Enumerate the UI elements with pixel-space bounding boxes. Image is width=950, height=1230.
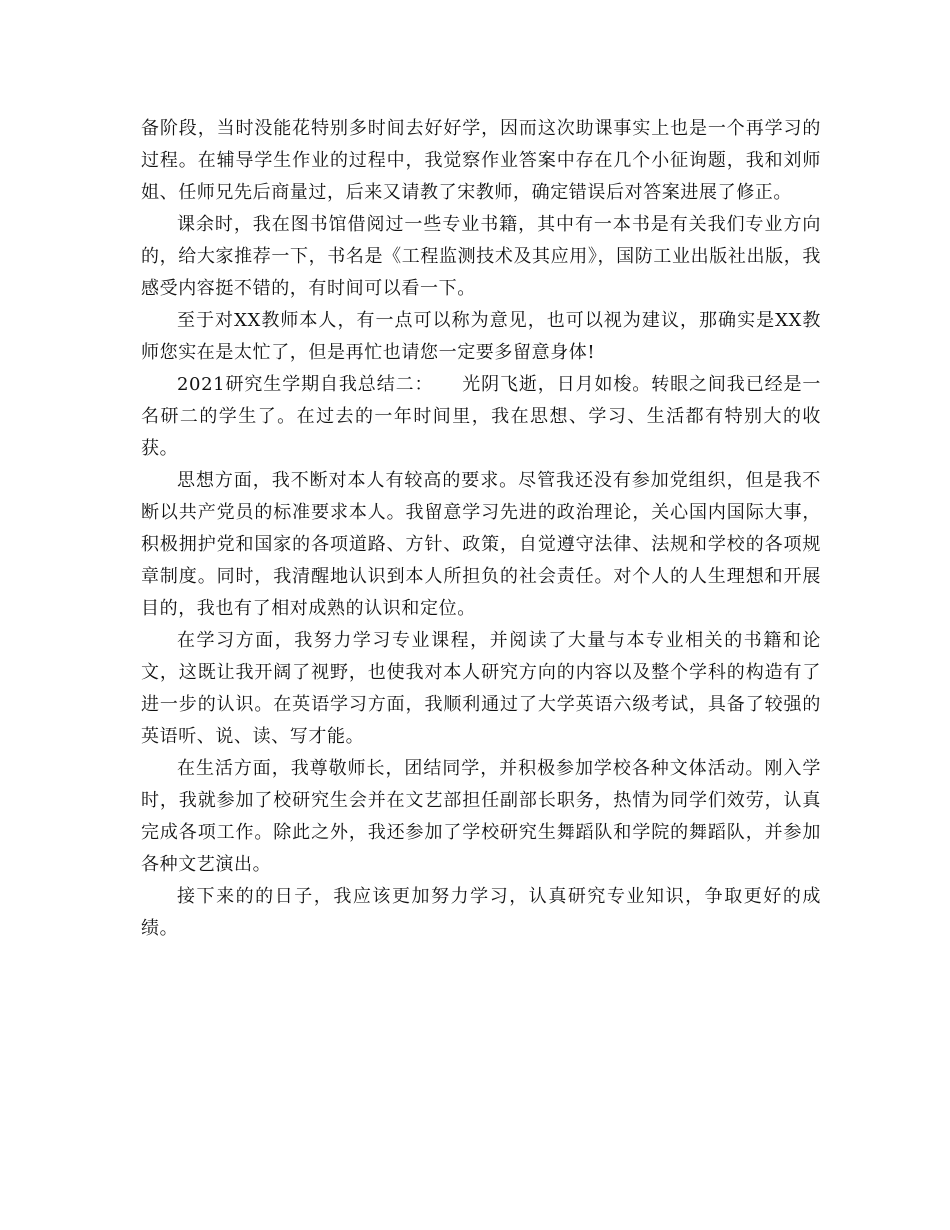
paragraph-5: 思想方面，我不断对本人有较高的要求。尽管我还没有参加党组织，但是我不断以共产党员的标准要求本人。我留意学习先进的政治理论，关心国内国际大事，积极拥护党和国家的各项道路、方针、政策，自觉遵守法律、法规和学校的各项规章制度。同时，我清醒地认识到本人所担负的社会责任。对个人的人生理想和开展目的，我也有了相对成熟的认识和定位。	[141, 470, 821, 619]
paragraph-1: 备阶段，当时没能花特别多时间去好好学，因而这次助课事实上也是一个再学习的过程。在辅导学生作业的过程中，我觉察作业答案中存在几个小征询题，我和刘师姐、任师兄先后商量过，后来又请教了宋教师，确定错误后对答案进展了修正。	[141, 118, 821, 203]
paragraph-6: 在学习方面，我努力学习专业课程，并阅读了大量与本专业相关的书籍和论文，这既让我开阔了视野，也使我对本人研究方向的内容以及整个学科的构造有了进一步的认识。在英语学习方面，我顺利通过了大学英语六级考试，具备了较强的英语听、说、读、写才能。	[141, 630, 821, 747]
paragraph-3: 至于对XX教师本人，有一点可以称为意见，也可以视为建议，那确实是XX教师您实在是太忙了，但是再忙也请您一定要多留意身体!	[141, 310, 821, 363]
paragraph-8: 接下来的的日子，我应该更加努力学习，认真研究专业知识，争取更好的成绩。	[141, 886, 821, 939]
document-body	[141, 113, 821, 945]
paragraph-2: 课余时，我在图书馆借阅过一些专业书籍，其中有一本书是有关我们专业方向的，给大家推荐一下，书名是《工程监测技术及其应用》，国防工业出版社出版，我感受内容挺不错的，有时间可以看一下。	[141, 214, 821, 299]
paragraph-4: 2021研究生学期自我总结二： 光阴飞逝，日月如梭。转眼之间我已经是一名研二的学生了。在过去的一年时间里，我在思想、学习、生活都有特别大的收获。	[141, 374, 821, 459]
paragraph-7: 在生活方面，我尊敬师长，团结同学，并积极参加学校各种文体活动。刚入学时，我就参加了校研究生会并在文艺部担任副部长职务，热情为同学们效劳，认真完成各项工作。除此之外，我还参加了学校研究生舞蹈队和学院的舞蹈队，并参加各种文艺演出。	[141, 758, 821, 875]
